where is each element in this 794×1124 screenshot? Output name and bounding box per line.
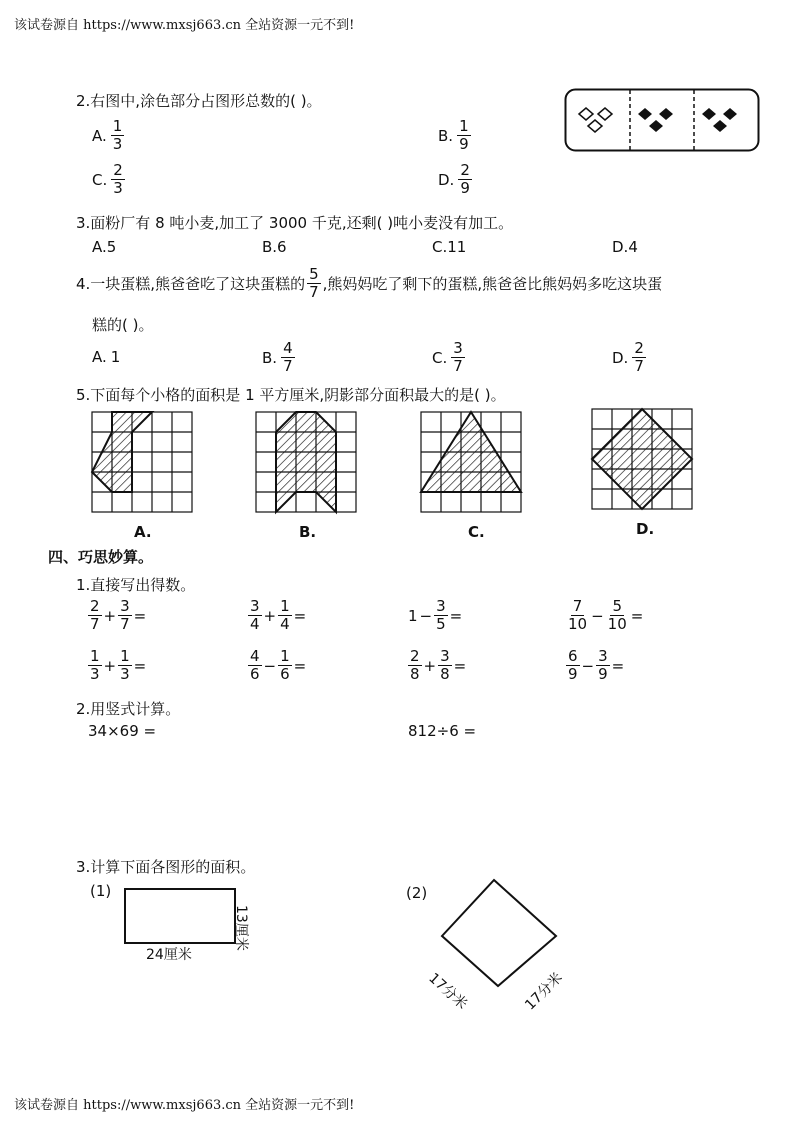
option-value: 1 [110,348,121,366]
question-3-text: 3.面粉厂有 8 吨小麦,加工了 3000 千克,还剩( )吨小麦没有加工。 [76,214,514,232]
fraction: $\frac{5}{7}$ [309,265,319,301]
sub-question-3: 3.计算下面各图形的面积。 [76,858,256,876]
square-side-right-label: 17分米 [522,969,566,1014]
fraction: $\frac{2}{9}$ [460,161,470,197]
grid-label-c[interactable]: C. [468,523,485,541]
option-label: A. [92,126,107,145]
option-label: C. [92,170,108,189]
figure-1-label: (1) [90,882,112,900]
arith-1-4: $\frac{7}{10}$ − $\frac{5}{10}$ = [568,597,644,633]
shaded-diamond [649,120,663,132]
shaded-region-d [592,409,692,509]
empty-diamond [588,120,602,132]
q2-option-d[interactable] [438,162,472,197]
q2-option-c[interactable] [92,162,125,197]
grid-figure-c [421,412,521,512]
grid-label-d[interactable]: D. [636,520,655,538]
shaded-region-b [276,412,336,512]
arith-1-2: $\frac{3}{4}$ + $\frac{1}{4}$ = [250,597,307,633]
q3-option-d[interactable]: D.4 [612,238,638,256]
fraction: $\frac{4}{7}$ [283,339,293,375]
q2-option-a[interactable] [92,118,124,153]
q4-option-d[interactable] [612,340,646,375]
section-4-title: 四、巧思妙算。 [48,548,154,566]
shaded-diamond [713,120,727,132]
fraction: $\frac{1}{9}$ [459,117,469,153]
arith-2-3: $\frac{2}{8}$ + $\frac{3}{8}$ = [410,647,467,683]
q3-option-b[interactable]: B.6 [262,238,287,256]
arith-2-1: $\frac{1}{3}$ + $\frac{1}{3}$ = [90,647,147,683]
q3-option-c[interactable]: C.11 [432,238,467,256]
header-watermark: 该试卷源自 https://www.mxsj663.cn 全站资源一元不到! [14,18,355,33]
arith-2-4: $\frac{6}{9}$ − $\frac{3}{9}$ = [568,647,625,683]
q2-option-b[interactable] [438,118,471,153]
empty-diamond [579,108,593,120]
q4-option-a[interactable] [92,348,120,366]
vertical-calc-2: 812÷6 = [408,722,477,740]
grid-figure-d [592,409,692,509]
rectangle-width-label: 24厘米 [146,947,192,963]
sub-question-1: 1.直接写出得数。 [76,576,196,594]
option-label: C. [432,348,448,367]
vertical-calc-1: 34×69 = [88,722,157,740]
fraction: $\frac{2}{7}$ [634,339,644,375]
q4-option-c[interactable] [432,340,465,375]
option-label: D. [438,170,455,189]
rectangle-height-label: 13厘米 [233,905,249,951]
diamond-figure [564,88,760,152]
grid-figure-b [256,412,356,512]
shaded-diamond [702,108,716,120]
option-label: A. [92,348,107,366]
rectangle-figure [124,888,236,944]
sub-question-2: 2.用竖式计算。 [76,700,181,718]
question-2-text: 2.右图中,涂色部分占图形总数的( )。 [76,92,322,110]
question-4-line2: 糕的( )。 [92,316,154,334]
option-label: B. [438,126,454,145]
shaded-diamond [723,108,737,120]
grid-label-b[interactable]: B. [299,523,317,541]
figure-2-label: (2) [406,884,428,902]
question-5-text: 5.下面每个小格的面积是 1 平方厘米,阴影部分面积最大的是( )。 [76,386,506,404]
square-side-left-label: 17分米 [425,970,471,1013]
q3-option-a[interactable]: A.5 [92,238,117,256]
grid-label-a[interactable]: A. [134,523,152,541]
q4-option-b[interactable] [262,340,295,375]
question-4-line1 [76,266,662,301]
grid-figures [0,405,794,535]
fraction: $\frac{1}{3}$ [112,117,123,153]
arith-1-3: 1 − $\frac{3}{5}$ = [408,597,463,633]
empty-diamond [598,108,612,120]
fraction: $\frac{3}{7}$ [453,339,463,375]
arith-1-1: $\frac{2}{7}$ + $\frac{3}{7}$ = [90,597,147,633]
fraction: $\frac{2}{3}$ [113,161,123,197]
arith-2-2: $\frac{4}{6}$ − $\frac{1}{6}$ = [250,647,307,683]
shaded-diamond [659,108,673,120]
option-label: B. [262,348,278,367]
q4-text-pre: 4.一块蛋糕,熊爸爸吃了这块蛋糕的 [76,275,306,293]
option-label: D. [612,348,629,367]
q4-text-post: ,熊妈妈吃了剩下的蛋糕,熊爸爸比熊妈妈多吃这块蛋 [322,275,663,293]
footer-watermark: 该试卷源自 https://www.mxsj663.cn 全站资源一元不到! [14,1098,355,1113]
shaded-diamond [638,108,652,120]
grid-figure-a [92,412,192,512]
